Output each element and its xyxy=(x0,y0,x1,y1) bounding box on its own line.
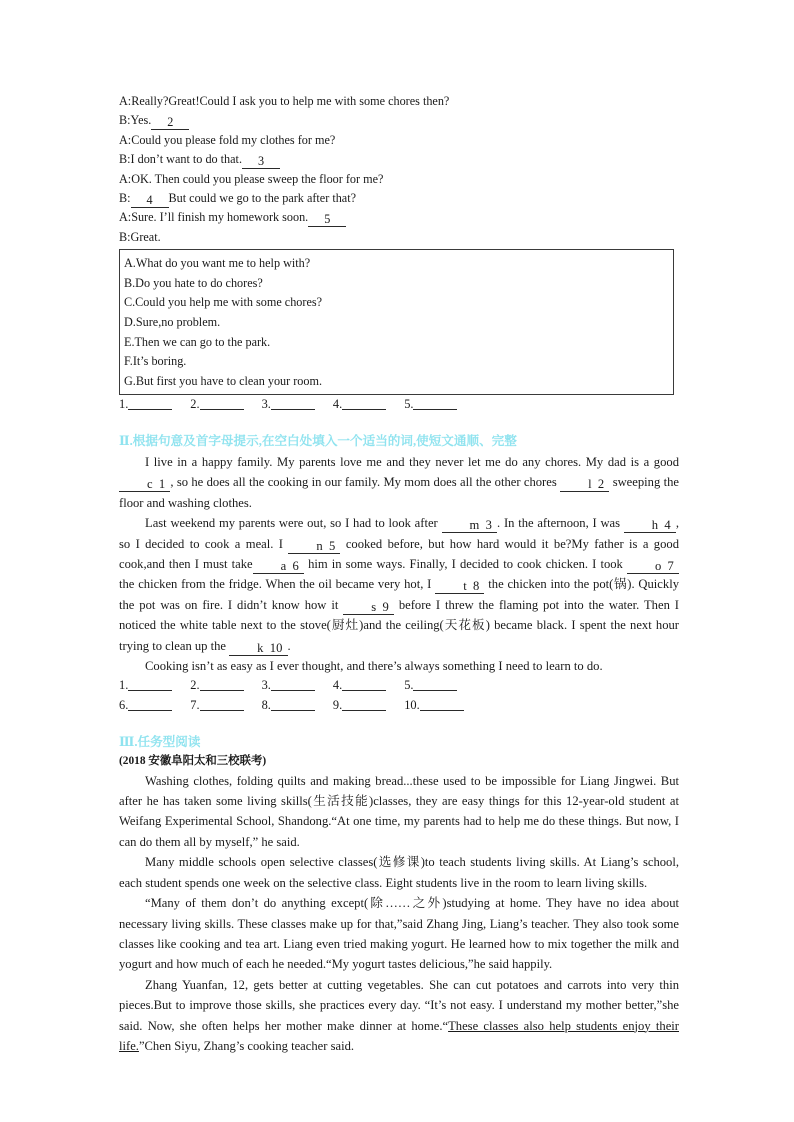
answer-number: 4. xyxy=(332,678,343,693)
answer-blank[interactable] xyxy=(128,397,172,410)
answer-blank[interactable] xyxy=(271,698,315,711)
text-run: Zhang Yuanfan, 12, gets better at cutting vegetables. She can cut potatoes and carrots into very thin pieces.But to improve those skills, she practices every day. “It’s not easy. I understand my mother better,”she said. Now, she often helps her mother make dinner at home.“ xyxy=(119,977,679,1033)
text-run: I live in a happy family. My parents love me and they never let me do any chores. My dad is a good xyxy=(145,455,679,469)
answer-blank[interactable] xyxy=(128,678,172,691)
cloze-letter: a xyxy=(280,559,287,574)
text-run: Last weekend my parents were out, so I had to look after xyxy=(145,516,442,531)
dialogue-blank-5[interactable]: 5 xyxy=(308,212,346,227)
dialogue-line xyxy=(119,170,679,189)
answer-slot[interactable] xyxy=(119,676,172,696)
answer-number: 3. xyxy=(261,397,271,412)
cloze-blank-4[interactable] xyxy=(624,518,676,533)
answer-slot[interactable] xyxy=(333,696,386,716)
answer-slot[interactable] xyxy=(262,395,315,415)
text-run: the chicken into the pot(锅). Quickly the pot was on fire. I didn’t know how it xyxy=(119,577,679,612)
cloze-number: 1 xyxy=(158,477,166,492)
cloze-number: 10 xyxy=(269,640,283,655)
answer-blank[interactable] xyxy=(420,698,464,711)
section-3-source: (2018 安徽阜阳太和三校联考) xyxy=(119,754,267,767)
cloze-number: 7 xyxy=(667,559,674,574)
dialogue-speaker: B: xyxy=(119,229,131,244)
dialogue-speaker: B: xyxy=(119,113,131,128)
text-run: , so he does all the cooking in our family. My mom does all the other chores xyxy=(170,475,561,490)
dialogue-blank-2[interactable]: 2 xyxy=(151,115,189,130)
answer-blank[interactable] xyxy=(200,397,244,410)
option-item[interactable]: A.What do you want me to help with? xyxy=(124,256,311,271)
cloze-letter: s xyxy=(371,599,377,614)
cloze-number: 9 xyxy=(382,599,389,614)
cloze-blank-3[interactable] xyxy=(442,518,498,533)
answer-number: 2. xyxy=(190,678,200,693)
section-2-paragraph-1 xyxy=(119,452,679,513)
dialogue-line xyxy=(119,208,679,227)
option-item[interactable]: G.But first you have to clean your room. xyxy=(124,373,323,388)
cloze-number: 5 xyxy=(328,538,336,553)
text-run: ”Chen Siyu, Zhang’s cooking teacher said. xyxy=(138,1038,355,1053)
cloze-blank-5[interactable] xyxy=(288,539,340,554)
cloze-letter: n xyxy=(316,538,323,553)
answer-number: 10. xyxy=(404,698,420,713)
dialogue-line xyxy=(119,92,679,111)
cloze-letter: t xyxy=(463,579,467,594)
dialogue-speaker: A: xyxy=(119,94,132,108)
answer-slot[interactable] xyxy=(333,676,386,696)
answer-blank[interactable] xyxy=(200,698,244,711)
dialogue-speaker: A: xyxy=(119,132,132,147)
section-2-heading: Ⅱ.根据句意及首字母提示,在空白处填入一个适当的词,使短文通顺、完整 xyxy=(119,434,517,448)
dialogue-speaker: B: xyxy=(119,191,131,206)
text-run: . xyxy=(287,638,291,653)
cloze-number: 6 xyxy=(292,559,299,574)
text-run: sweeping the floor and washing clothes. xyxy=(119,475,679,510)
section-2-answer-row-2 xyxy=(119,696,679,716)
answer-slot[interactable] xyxy=(119,696,172,716)
answer-slot[interactable] xyxy=(262,696,315,716)
section-3-paragraph-4 xyxy=(119,975,679,1057)
dialogue-answer-row xyxy=(119,395,679,415)
section-3-paragraph-2: Many middle schools open selective classes(选修课)to teach students living skills. At Liang’s school, each student spends one week on the selective class. Eight students live in the room to learn living skills. xyxy=(119,855,679,890)
answer-blank[interactable] xyxy=(342,698,386,711)
dialogue-block xyxy=(119,92,679,247)
text-run: . In the afternoon, I was xyxy=(497,516,624,531)
section-3-heading: Ⅲ.任务型阅读 xyxy=(119,734,201,749)
answer-blank[interactable] xyxy=(413,397,457,410)
answer-blank[interactable] xyxy=(271,678,315,691)
option-item[interactable]: B.Do you hate to do chores? xyxy=(124,275,263,290)
page-content xyxy=(119,92,679,1056)
section-2-answer-row-1 xyxy=(119,676,679,696)
answer-number: 5. xyxy=(404,397,414,412)
cloze-blank-6[interactable] xyxy=(253,559,304,574)
section-3-paragraph-3: “Many of them don’t do anything except(除……之外)studying at home. They have no idea about necessary living skills. These classes make up for that,”said Zhang Jing, Liang’s teacher. They also took some classes like cooking and tea art. Liang even tried making yogurt. He learned how to mix together the milk and yogurt and how much of each he needed.“My yogurt tastes delicious,”he said happily. xyxy=(119,896,679,972)
text-run: him in some ways. Finally, I decided to cook chicken. I took xyxy=(303,557,627,572)
answer-number: 1. xyxy=(119,397,129,412)
cloze-letter: l xyxy=(588,477,592,492)
answer-number: 2. xyxy=(190,397,200,412)
text-run: cooked before, but how hard would it be?My father is a good cook,and then I must take xyxy=(119,536,679,572)
answer-number: 4. xyxy=(332,397,343,412)
cloze-letter: k xyxy=(257,640,264,655)
answer-number: 3. xyxy=(261,678,271,693)
dialogue-text: I don’t want to do that. xyxy=(130,152,242,167)
answer-blank[interactable] xyxy=(271,397,315,410)
answer-slot[interactable] xyxy=(333,395,386,415)
dialogue-text: OK. Then could you please sweep the floor for me? xyxy=(131,171,384,186)
dialogue-line xyxy=(119,228,679,247)
answer-slot[interactable] xyxy=(190,395,243,415)
dialogue-text: But could we go to the park after that? xyxy=(168,191,357,206)
dialogue-speaker: B: xyxy=(119,152,131,167)
section-2-paragraph-2 xyxy=(119,513,679,656)
option-item[interactable]: D.Sure,no problem. xyxy=(124,315,221,330)
answer-blank[interactable] xyxy=(200,678,244,691)
cloze-blank-7[interactable] xyxy=(627,559,679,574)
section-2-paragraph-3: Cooking isn’t as easy as I ever thought, and there’s always something I need to learn to do. xyxy=(145,659,603,674)
answer-slot[interactable] xyxy=(404,676,457,696)
cloze-blank-9[interactable] xyxy=(343,600,394,615)
answer-number: 9. xyxy=(332,698,343,713)
answer-slot[interactable] xyxy=(404,395,457,415)
answer-number: 5. xyxy=(404,678,414,693)
dialogue-speaker: A: xyxy=(119,171,132,186)
answer-slot[interactable] xyxy=(262,676,315,696)
dialogue-line xyxy=(119,189,679,208)
dialogue-blank-4[interactable]: 4 xyxy=(131,193,169,208)
cloze-letter: c xyxy=(147,477,153,492)
dialogue-text: Really?Great!Could I ask you to help me with some chores then? xyxy=(131,94,450,108)
option-item[interactable]: C.Could you help me with some chores? xyxy=(124,295,323,310)
dialogue-speaker: A: xyxy=(119,210,132,225)
answer-slot[interactable] xyxy=(190,676,243,696)
dialogue-text: Yes. xyxy=(130,113,152,128)
cloze-blank-10[interactable] xyxy=(229,641,287,656)
dialogue-text: Great. xyxy=(130,229,161,244)
cloze-letter: o xyxy=(654,559,662,574)
dialogue-line xyxy=(119,150,679,169)
section-3-paragraph-1: Washing clothes, folding quilts and making bread...these used to be impossible for Liang Jingwei. But after he has taken some living skills(生活技能)classes, they are easy things for this 12-year-old student at Weifang Experimental School, Shandong.“At one time, my parents had to help me do these things. But now, I can do them all by myself,” he said. xyxy=(119,773,679,849)
answer-blank[interactable] xyxy=(342,397,386,410)
dialogue-text: Could you please fold my clothes for me? xyxy=(131,132,336,147)
text-run: , so I decided to cook a meal. I xyxy=(119,516,679,551)
answer-number: 6. xyxy=(119,698,129,713)
dialogue-line xyxy=(119,131,679,150)
dialogue-blank-3[interactable]: 3 xyxy=(242,154,280,169)
cloze-number: 8 xyxy=(473,579,480,594)
answer-number: 7. xyxy=(190,698,200,713)
answer-blank[interactable] xyxy=(342,678,386,691)
cloze-blank-8[interactable] xyxy=(435,579,484,594)
text-run: before I threw the flaming pot into the water. Then I noticed the white table next to the stove(厨灶)and the ceiling(天花板) became black. I spent the next hour trying to clean up the xyxy=(119,597,679,653)
answer-number: 1. xyxy=(119,678,129,693)
option-item[interactable]: E.Then we can go to the park. xyxy=(124,334,271,349)
dialogue-line xyxy=(119,111,679,130)
answer-number: 8. xyxy=(261,698,271,713)
cloze-number: 3 xyxy=(485,518,492,533)
cloze-blank-2[interactable] xyxy=(560,477,609,492)
answer-slot[interactable] xyxy=(119,395,172,415)
text-run: the chicken from the fridge. When the oil became very hot, I xyxy=(119,577,436,592)
cloze-letter: m xyxy=(469,518,480,533)
underlined-sentence: These classes also help students enjoy their life. xyxy=(119,1018,679,1053)
answer-slot[interactable] xyxy=(404,696,464,716)
cloze-letter: h xyxy=(651,518,659,533)
cloze-number: 4 xyxy=(664,518,671,533)
answer-blank[interactable] xyxy=(128,698,172,711)
cloze-number: 2 xyxy=(597,477,605,492)
cloze-blank-1[interactable] xyxy=(119,477,170,492)
options-box xyxy=(119,249,674,395)
answer-slot[interactable] xyxy=(190,696,243,716)
dialogue-text: Sure. I’ll finish my homework soon. xyxy=(131,210,309,225)
answer-blank[interactable] xyxy=(413,678,457,691)
option-item[interactable]: F.It’s boring. xyxy=(124,354,187,369)
